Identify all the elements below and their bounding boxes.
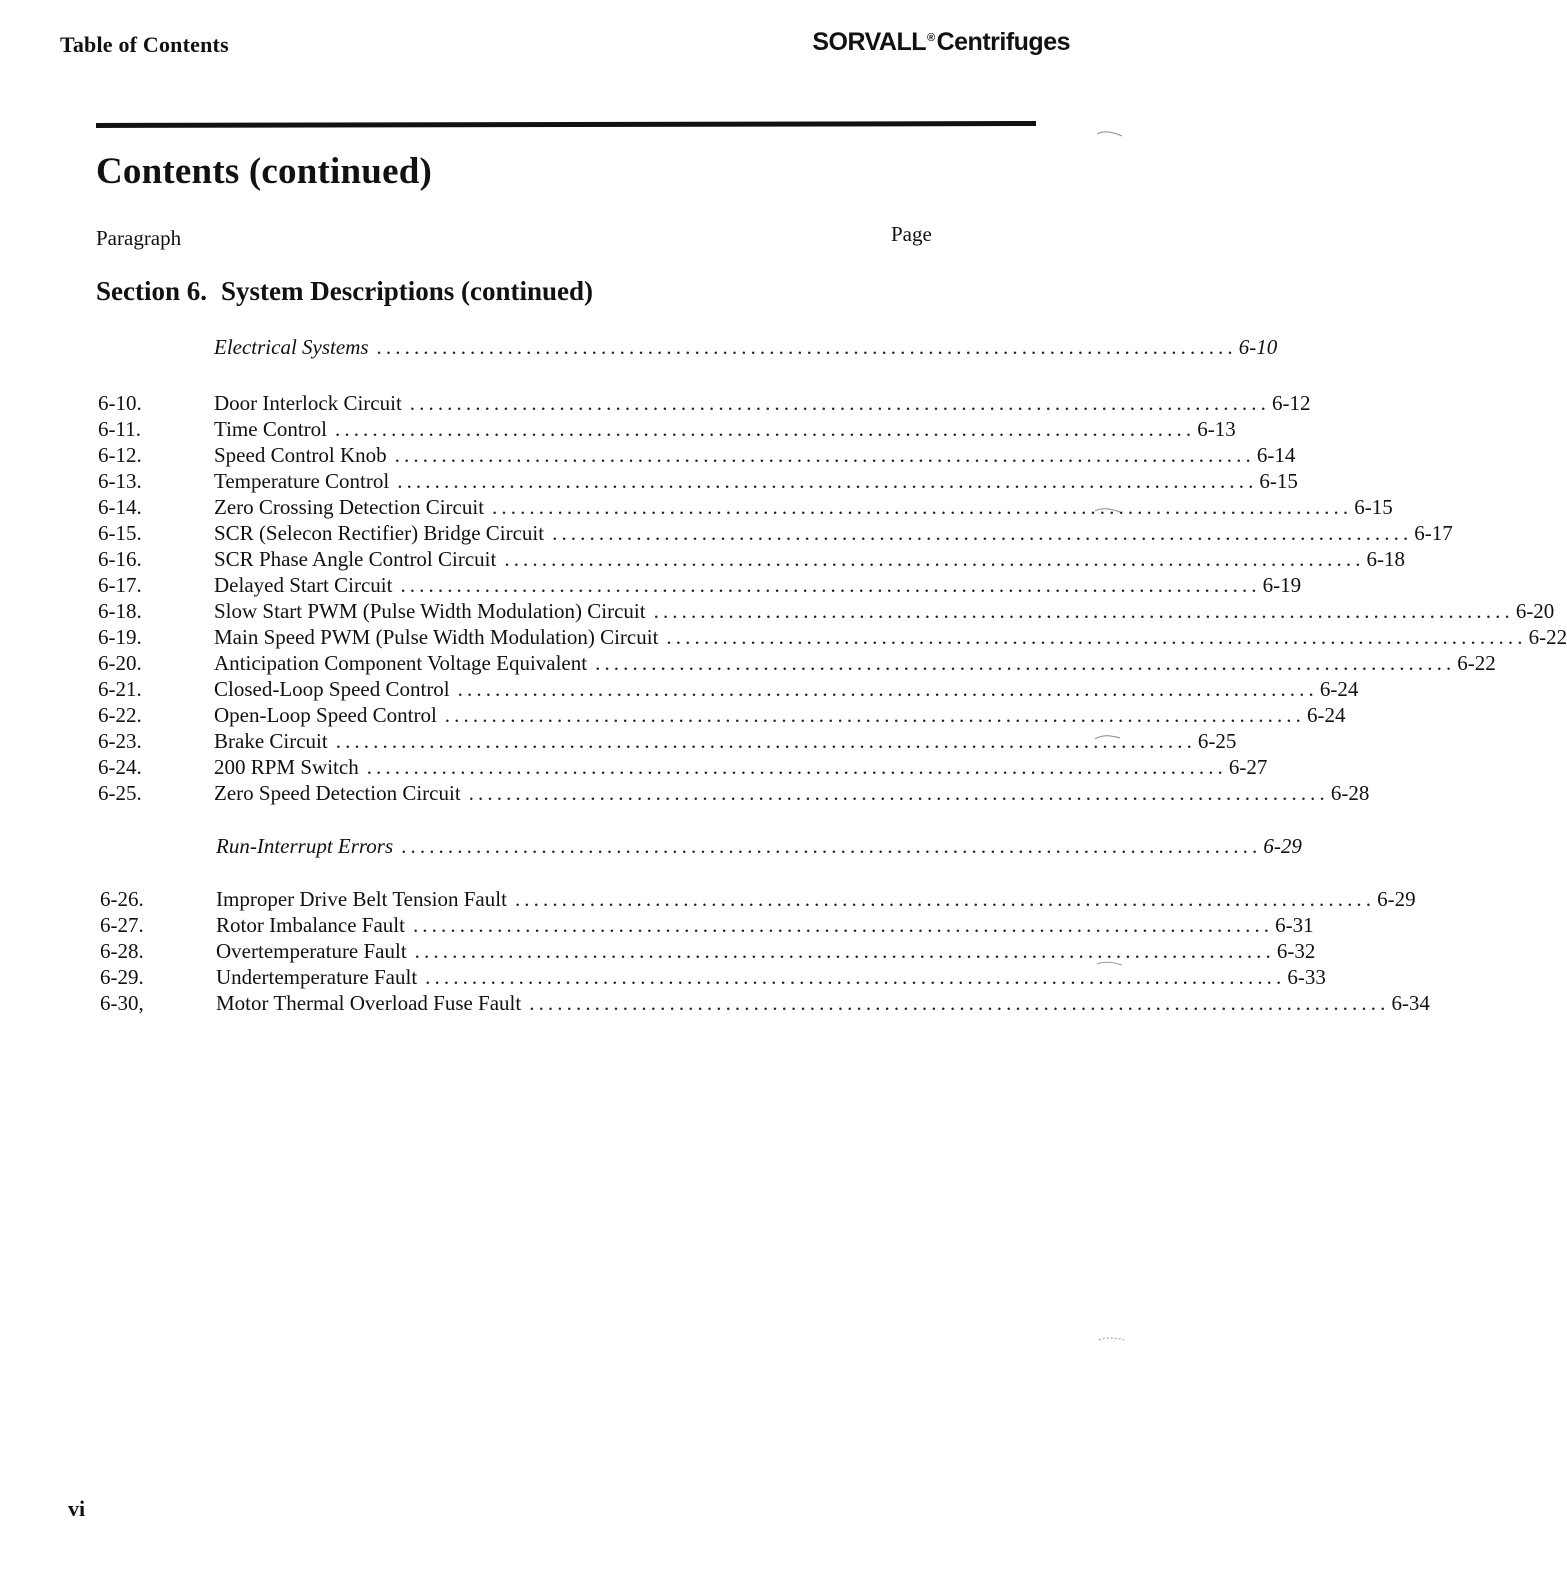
- leader-dots: ............................................................................................: [409, 391, 1270, 415]
- toc-entry-title: Delayed Start Circuit: [214, 573, 393, 597]
- leader-dots: ............................................................................................: [401, 834, 1262, 858]
- toc-entry-page: 6-13: [1197, 417, 1236, 441]
- toc-entry-page: 6-31: [1275, 913, 1314, 937]
- toc-entry-title: Open-Loop Speed Control: [214, 703, 437, 727]
- toc-entry-page: 6-14: [1256, 443, 1296, 467]
- toc-entry-number: 6-25.: [98, 781, 142, 805]
- registered-mark: ®: [926, 32, 935, 44]
- toc-entry-page: 6-15: [1354, 495, 1393, 519]
- scan-speck: [1094, 505, 1122, 515]
- section-label: Section 6.: [96, 276, 207, 306]
- toc-entry-number: 6-15.: [98, 521, 142, 545]
- toc-entry-page: 6-24: [1307, 703, 1346, 727]
- toc-entry-number: 6-26.: [100, 887, 144, 911]
- toc-entry-page: 6-18: [1366, 547, 1406, 571]
- toc-entry-page: 6-17: [1414, 521, 1453, 545]
- toc-entry-number: 6-21.: [98, 677, 142, 701]
- toc-entry-page: 6-22: [1528, 625, 1567, 649]
- toc-entry-title: Zero Speed Detection Circuit: [214, 781, 461, 805]
- toc-entry-title: SCR Phase Angle Control Circuit: [214, 547, 497, 571]
- leader-dots: ............................................................................................: [457, 677, 1318, 701]
- toc-entry-title: Time Control: [214, 417, 327, 441]
- toc-entry-page: 6-34: [1391, 991, 1430, 1015]
- toc-entry-title: Improper Drive Belt Tension Fault: [216, 887, 507, 911]
- leader-dots: ............................................................................................: [366, 755, 1227, 779]
- leader-dots: ............................................................................................: [666, 625, 1527, 649]
- toc-entry-page: 6-25: [1197, 729, 1237, 753]
- toc-entry-number: 6-28.: [100, 939, 144, 963]
- toc-entry-page: 6-28: [1330, 781, 1370, 805]
- toc-entry-page: 6-12: [1271, 391, 1311, 415]
- scan-speck: [1094, 732, 1122, 742]
- toc-entry-title: Motor Thermal Overload Fuse Fault: [216, 991, 522, 1015]
- toc-entry-title: Rotor Imbalance Fault: [216, 913, 405, 937]
- toc-group-page: 6-10: [1238, 335, 1278, 359]
- toc-entry-title: Brake Circuit: [214, 729, 328, 753]
- toc-entry-page: 6-15: [1259, 469, 1298, 493]
- toc-entry-title: SCR (Selecon Rectifier) Bridge Circuit: [214, 521, 545, 545]
- toc-entry-number: 6-17.: [98, 573, 142, 597]
- toc-entry-page: 6-19: [1262, 573, 1302, 597]
- leader-dots: ............................................................................................: [335, 417, 1196, 441]
- toc-entry-page: 6-24: [1319, 677, 1359, 701]
- toc-entry-number: 6-19.: [98, 625, 142, 649]
- toc-entry-title: Overtemperature Fault: [216, 939, 407, 963]
- toc-entry-number: 6-12.: [98, 443, 142, 467]
- section-heading: [96, 276, 593, 307]
- leader-dots: ............................................................................................: [335, 729, 1196, 753]
- toc-entry-number: 6-13.: [98, 469, 142, 493]
- leader-dots: ............................................................................................: [412, 913, 1274, 937]
- leader-dots: ............................................................................................: [504, 547, 1365, 571]
- toc-entry-page: 6-27: [1228, 755, 1268, 779]
- leader-dots: ............................................................................................: [468, 781, 1329, 805]
- scan-speck: [1096, 958, 1124, 968]
- leader-dots: ............................................................................................: [400, 573, 1261, 597]
- toc-entry-number: 6-10.: [98, 391, 142, 415]
- toc-entry-number: 6-11.: [98, 417, 141, 441]
- toc-entry-page: 6-22: [1457, 651, 1496, 675]
- leader-dots: ............................................................................................: [492, 495, 1353, 519]
- scan-speck: [1098, 1334, 1126, 1344]
- running-header-right: [812, 28, 1070, 57]
- leader-dots: ............................................................................................: [529, 991, 1390, 1015]
- running-header-left: Table of Contents: [60, 32, 229, 57]
- toc-entry-page: 6-29: [1377, 887, 1416, 911]
- toc-entry-number: 6-22.: [98, 703, 142, 727]
- toc-entry-number: 6-29.: [100, 965, 144, 989]
- leader-dots: ............................................................................................: [653, 599, 1514, 623]
- leader-dots: ............................................................................................: [444, 703, 1305, 727]
- leader-dots: ............................................................................................: [552, 521, 1413, 545]
- toc-entry-title: Door Interlock Circuit: [214, 391, 402, 415]
- toc-entry-title: Slow Start PWM (Pulse Width Modulation) Circuit: [214, 599, 646, 623]
- leader-dots: ............................................................................................: [425, 965, 1286, 989]
- toc-entry-title: Undertemperature Fault: [216, 965, 418, 989]
- toc-entry-title: Anticipation Component Voltage Equivalent: [214, 651, 588, 675]
- paragraph-column-heading: Paragraph: [96, 226, 182, 250]
- header-product: Centrifuges: [936, 28, 1070, 56]
- header-rule: [96, 121, 1036, 128]
- toc-entry-number: 6-27.: [100, 913, 144, 937]
- toc-entry-number: 6-14.: [98, 495, 142, 519]
- toc-entry-number: 6-24.: [98, 755, 142, 779]
- toc-entry-number: 6-20.: [98, 651, 142, 675]
- toc-entry-number: 6-23.: [98, 729, 142, 753]
- section-name: System Descriptions (continued): [221, 276, 593, 306]
- page-title: Contents (continued): [96, 151, 432, 192]
- toc-group-title: Electrical Systems: [214, 335, 369, 359]
- toc-entry-page: 6-20: [1515, 599, 1555, 623]
- page-number: vi: [68, 1496, 86, 1521]
- toc-entry-number: 6-18.: [98, 599, 142, 623]
- scan-speck: [1096, 128, 1124, 138]
- leader-dots: ............................................................................................: [394, 443, 1255, 467]
- toc-entry-title: 200 RPM Switch: [214, 755, 359, 779]
- toc-entry-title: Closed-Loop Speed Control: [214, 677, 450, 701]
- page-column-heading: Page: [891, 222, 932, 246]
- leader-dots: ............................................................................................: [514, 887, 1376, 911]
- toc-entry-title: Temperature Control: [214, 469, 390, 493]
- toc-entry-page: 6-33: [1287, 965, 1326, 989]
- toc-entry-number: 6-30,: [100, 991, 144, 1015]
- toc-group-page: 6-29: [1263, 834, 1302, 858]
- leader-dots: ............................................................................................: [376, 335, 1237, 359]
- brand-name: SORVALL: [812, 28, 926, 56]
- toc-entry-title: Zero Crossing Detection Circuit: [214, 495, 485, 519]
- toc-entry-number: 6-16.: [98, 547, 142, 571]
- toc-entry-page: 6-32: [1276, 939, 1316, 963]
- toc-entry-title: Main Speed PWM (Pulse Width Modulation) Circuit: [214, 625, 659, 649]
- leader-dots: ............................................................................................: [595, 651, 1456, 675]
- toc-entry-title: Speed Control Knob: [214, 443, 387, 467]
- leader-dots: ............................................................................................: [397, 469, 1258, 493]
- leader-dots: ............................................................................................: [414, 939, 1275, 963]
- toc-group-title: Run-Interrupt Errors: [216, 834, 394, 858]
